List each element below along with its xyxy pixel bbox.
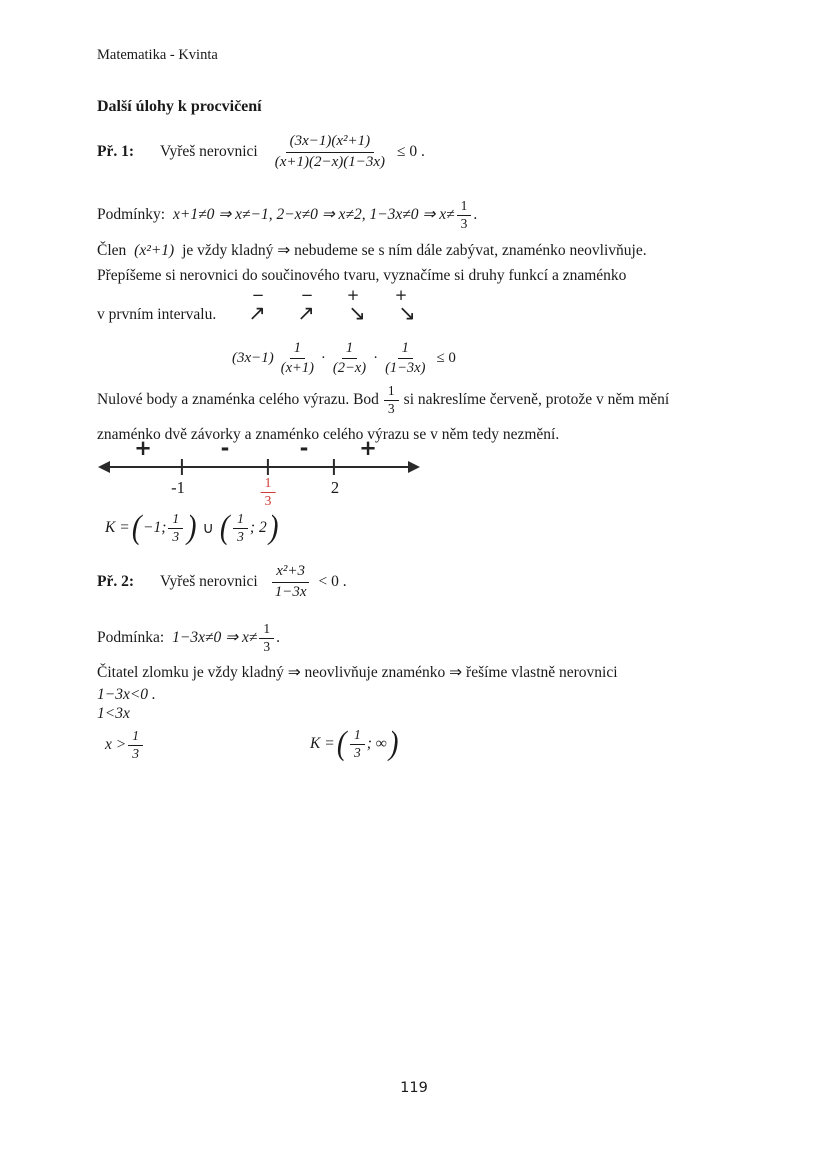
exercise2-prompt: Vyřeš nerovnici	[160, 573, 258, 590]
numberline-axis	[104, 466, 414, 468]
conditions-label: Podmínky:	[97, 206, 166, 223]
fraction-numerator: 1	[233, 512, 248, 529]
fraction-denominator: (1−3x)	[385, 359, 426, 376]
fraction-numerator: 1	[261, 476, 276, 493]
exercise2-statement	[97, 554, 347, 610]
fraction-denominator: 3	[354, 744, 361, 760]
increasing-arrow-icon: ↗	[297, 301, 315, 325]
note-post: je vždy kladný ⇒ nebudeme se s ním dále zabývat, znaménko neovlivňuje.	[182, 242, 647, 259]
product-relation: ≤ 0	[436, 349, 456, 366]
note-positive-term	[97, 240, 647, 262]
numberline-sign: +	[134, 436, 152, 460]
fraction-denominator: 3	[460, 215, 468, 231]
result-fraction	[128, 729, 143, 762]
condition-tail: .	[276, 629, 281, 646]
numberline-point-label: -1	[171, 478, 185, 497]
fraction-denominator: (x+1)(2−x)(1−3x)	[274, 153, 386, 170]
solution-lead: K =	[105, 519, 130, 536]
conditions-fraction	[457, 199, 472, 232]
result-lhs: x >	[105, 736, 127, 753]
condition-body: 1−3x≠0 ⇒ x≠	[172, 629, 258, 646]
fraction-numerator: 1	[290, 340, 305, 359]
open-paren: (	[336, 725, 347, 762]
sign-label: +	[394, 286, 408, 304]
fraction-denominator: 1−3x	[274, 583, 307, 600]
sign-label: −	[251, 286, 265, 304]
fraction-numerator: 1	[342, 340, 357, 359]
fraction-denominator: 3	[237, 528, 244, 544]
zeros-text-after: si nakreslíme červeně, protože v něm mění	[403, 391, 670, 408]
interval-label: v prvním intervalu.	[97, 306, 217, 323]
product-fraction-2	[329, 340, 370, 376]
solution-lead: K =	[310, 735, 335, 752]
exercise2-fraction	[271, 563, 311, 601]
numberline-arrow-left-icon	[98, 461, 110, 473]
decreasing-arrow-icon: ↘	[348, 301, 366, 325]
exercise1-relation: ≤ 0 .	[397, 143, 425, 160]
numberline-tick	[181, 459, 183, 475]
exercise2-label: Př. 2:	[97, 573, 135, 590]
open-paren: (	[219, 509, 230, 546]
note-rewrite: Přepíšeme si nerovnici do součinového tvaru, vyznačíme si druhy funkcí a znaménko	[97, 267, 627, 284]
fraction-numerator: 1	[398, 340, 413, 359]
result-inequality	[105, 720, 145, 770]
condition-fraction	[259, 622, 274, 655]
numberline-tick	[333, 459, 335, 475]
exercise1-statement	[97, 122, 425, 182]
zeros-text-line2: znaménko dvě závorky a znaménko celého výrazu se v něm tedy nezmění.	[97, 426, 560, 443]
open-paren: (	[131, 509, 142, 546]
fraction-denominator: (2−x)	[332, 359, 367, 376]
solution-set-ex1	[105, 503, 280, 553]
section-title: Další úlohy k procvičení	[97, 98, 262, 115]
fraction-denominator: 3	[387, 400, 395, 416]
zeros-explanation	[97, 378, 757, 446]
close-paren: )	[268, 509, 279, 546]
exercise1-label: Př. 1:	[97, 143, 135, 160]
sign-label: +	[346, 286, 360, 304]
exercise2-relation: < 0 .	[318, 573, 347, 590]
increasing-arrow-icon: ↗	[248, 301, 266, 325]
decreasing-arrow-icon: ↘	[398, 301, 416, 325]
fraction-denominator: 3	[264, 492, 272, 508]
conditions-body: x+1≠0 ⇒ x≠−1, 2−x≠0 ⇒ x≠2, 1−3x≠0 ⇒ x≠	[173, 206, 455, 223]
note-math: (x²+1)	[134, 242, 175, 259]
solution-endpoint: −1;	[143, 519, 167, 536]
solution-endpoint: ; ∞	[366, 735, 387, 752]
page-header: Matematika - Kvinta	[97, 47, 218, 63]
fraction-denominator: 3	[172, 528, 180, 544]
numberline-arrow-right-icon	[408, 461, 420, 473]
solution-fraction	[168, 512, 183, 545]
fraction-denominator: (x+1)	[280, 359, 314, 376]
conditions-tail: .	[473, 206, 478, 223]
conditions-line	[97, 192, 477, 238]
note-pre: Člen	[97, 242, 127, 259]
fraction-numerator: 1	[384, 384, 399, 401]
condition-label: Podmínka:	[97, 629, 165, 646]
solution-set-ex2	[310, 718, 400, 770]
numberline-point-label: 2	[330, 478, 340, 497]
numberline-sign: -	[299, 436, 309, 460]
fraction-numerator: 1	[259, 622, 274, 639]
fraction-denominator: 3	[132, 745, 139, 761]
product-expression	[232, 332, 456, 384]
numberline-sign: +	[359, 436, 377, 460]
fraction-numerator: 1	[457, 199, 472, 216]
close-paren: )	[186, 509, 197, 546]
solution-fraction	[233, 512, 248, 545]
zeros-fraction	[384, 384, 399, 417]
fraction-numerator: 1	[350, 728, 365, 745]
product-fraction-3	[381, 340, 429, 376]
condition-line-ex2	[97, 614, 280, 662]
product-fraction-1	[277, 340, 318, 376]
page-number: 119	[400, 1080, 428, 1096]
numberline-sign: -	[220, 436, 230, 460]
zeros-text-before: Nulové body a znaménka celého výrazu. Bod	[97, 391, 379, 408]
solution-fraction	[350, 728, 365, 761]
fraction-numerator: (3x−1)(x²+1)	[286, 133, 375, 152]
close-paren: )	[388, 725, 399, 762]
number-line	[98, 436, 420, 512]
union-symbol: ∪	[202, 519, 214, 537]
numberline-tick	[267, 459, 269, 475]
exercise1-fraction	[271, 133, 389, 171]
fraction-numerator: x²+3	[272, 563, 309, 582]
multiplication-dot: ·	[320, 349, 326, 366]
multiplication-dot: ·	[373, 349, 379, 366]
step-inequality-2: 1<3x	[97, 705, 130, 722]
solution-endpoint: ; 2	[249, 519, 267, 536]
step-inequality-1: 1−3x<0 .	[97, 686, 156, 703]
sign-label: −	[300, 286, 314, 304]
fraction-numerator: 1	[128, 729, 143, 746]
note-numerator-positive: Čitatel zlomku je vždy kladný ⇒ neovlivňuje znaménko ⇒ řešíme vlastně nerovnici	[97, 664, 618, 681]
product-factor: (3x−1)	[232, 349, 274, 366]
fraction-denominator: 3	[263, 638, 271, 654]
exercise1-prompt: Vyřeš nerovnici	[160, 143, 258, 160]
fraction-numerator: 1	[168, 512, 183, 529]
